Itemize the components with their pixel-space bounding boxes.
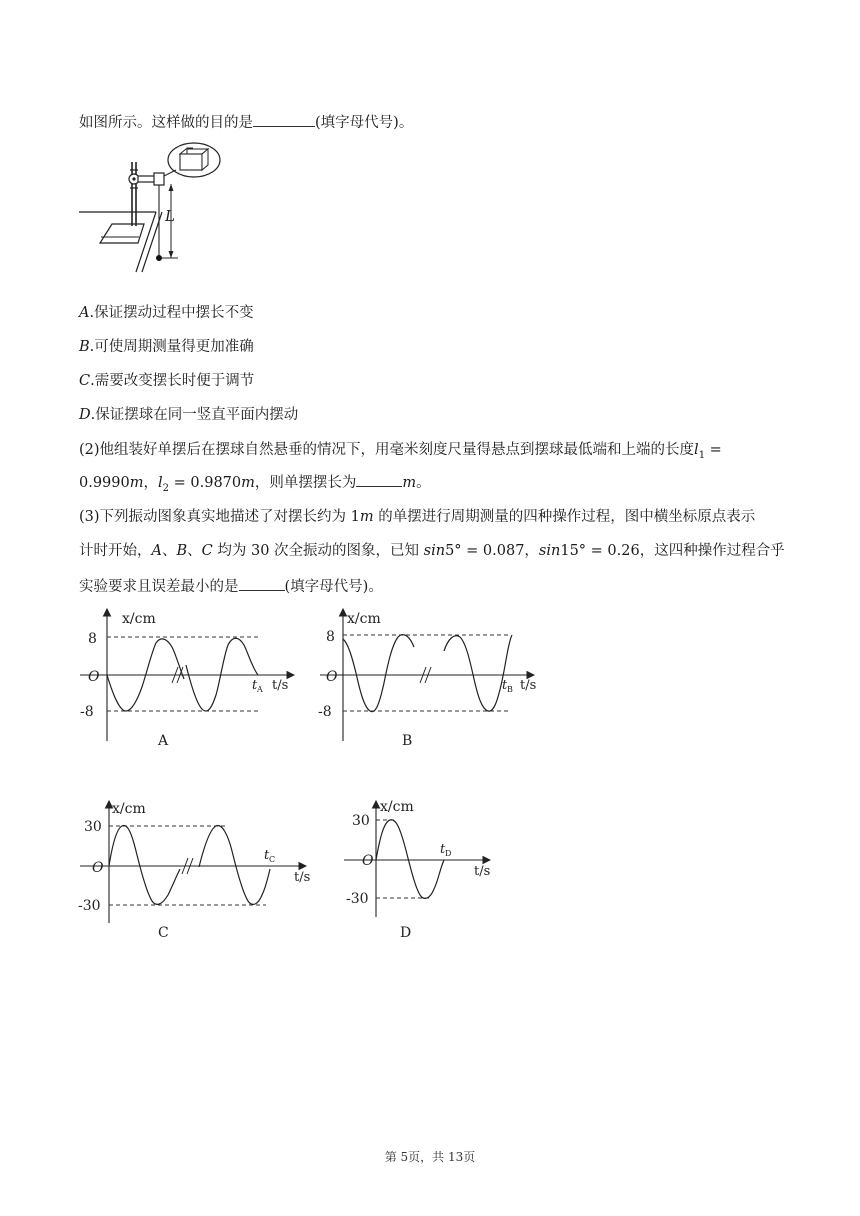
graph-d-ytick-top: 30 bbox=[352, 813, 370, 829]
graph-c-panel-label: C bbox=[158, 925, 169, 941]
graph-b-end-sub: B bbox=[507, 685, 513, 694]
sin5-value: 5° = 0.087， bbox=[445, 543, 539, 559]
graph-c-ylabel: x/cm bbox=[112, 801, 146, 817]
graph-d-ylabel: x/cm bbox=[380, 799, 414, 815]
graph-d-curve bbox=[376, 820, 444, 899]
question-2-line-1 bbox=[79, 440, 722, 466]
graph-b-panel-label: B bbox=[402, 733, 413, 749]
q3-dot-2: 、 bbox=[187, 543, 202, 559]
option-b[interactable] bbox=[79, 337, 254, 357]
unit-m-2: m bbox=[241, 475, 255, 491]
l1-symbol: l bbox=[694, 442, 699, 458]
option-d-text: .保证摆球在同一竖直平面内摆动 bbox=[90, 407, 299, 423]
q2-text-c: 。 bbox=[416, 475, 431, 491]
q1-intro-tail: (填字母代号)。 bbox=[315, 115, 414, 131]
graph-d-end-t: t bbox=[440, 842, 446, 857]
graph-d-xlabel: t/s bbox=[474, 864, 491, 879]
question-1-intro bbox=[79, 112, 413, 133]
q3-letter-c: C bbox=[201, 543, 213, 559]
graph-b-end-t: t bbox=[502, 678, 508, 693]
graph-b bbox=[316, 603, 546, 753]
graph-b-curve-1 bbox=[343, 635, 414, 712]
question-3-line-2 bbox=[79, 541, 785, 561]
option-c[interactable] bbox=[79, 371, 254, 391]
graph-c-ytick-top: 30 bbox=[84, 819, 102, 835]
option-c-letter: C bbox=[79, 373, 91, 389]
graph-a bbox=[76, 603, 306, 753]
graph-b-xlabel: t/s bbox=[520, 678, 537, 693]
option-b-letter: B bbox=[79, 339, 90, 355]
graph-b-origin: O bbox=[326, 669, 338, 685]
graph-c-curve-2 bbox=[199, 826, 270, 905]
sin-1: sin bbox=[423, 543, 446, 559]
l2-subscript: 2 bbox=[162, 482, 170, 494]
graph-c-end-sub: C bbox=[269, 855, 276, 864]
q3-line2-b: 均为 30 次全振动的图象，已知 bbox=[212, 543, 424, 559]
q2-text-b: ，则单摆摆长为 bbox=[254, 475, 357, 491]
graph-c bbox=[76, 795, 316, 945]
q3-line3-a: 实验要求且误差最小的是 bbox=[79, 579, 239, 595]
q3-text-b: 的单摆进行周期测量的四种操作过程，图中横坐标原点表示 bbox=[373, 509, 756, 525]
option-a[interactable] bbox=[79, 303, 254, 323]
answer-blank-1[interactable] bbox=[253, 112, 315, 127]
sin-2: sin bbox=[538, 543, 561, 559]
option-c-text: .需要改变摆长时便于调节 bbox=[90, 373, 255, 389]
graph-a-ylabel: x/cm bbox=[122, 611, 156, 627]
graph-a-end-t: t bbox=[252, 678, 258, 693]
graph-c-origin: O bbox=[92, 860, 104, 876]
option-a-letter: A bbox=[79, 305, 90, 321]
answer-blank-2[interactable] bbox=[356, 472, 402, 487]
l1-subscript: 1 bbox=[698, 449, 706, 461]
pendulum-apparatus-figure bbox=[74, 140, 244, 292]
q3-line3-b: (填字母代号)。 bbox=[284, 579, 383, 595]
graph-c-curve-1 bbox=[109, 826, 180, 905]
q2-eq: = bbox=[705, 442, 722, 458]
graph-d bbox=[340, 795, 510, 945]
graph-a-ytick-bottom: -8 bbox=[80, 704, 94, 720]
l1-value: 0.9990 bbox=[79, 475, 130, 491]
sin15-value: 15° = 0.26，这四种操作过程合乎 bbox=[560, 543, 785, 559]
page-footer: 第 5页，共 13页 bbox=[384, 1150, 476, 1164]
q2-text-a: (2)他组装好单摆后在摆球自然悬垂的情况下，用毫米刻度尺量得悬点到摆球最低端和上端的长度 bbox=[79, 442, 695, 458]
option-a-text: .保证摆动过程中摆长不变 bbox=[89, 305, 254, 321]
question-3-line-1 bbox=[79, 507, 755, 527]
l2-symbol: l bbox=[158, 475, 163, 491]
q3-dot-1: 、 bbox=[161, 543, 177, 559]
graph-b-curve-2 bbox=[444, 635, 512, 711]
graph-a-end-sub: A bbox=[257, 685, 263, 694]
q3-letter-a: A bbox=[151, 543, 162, 559]
graph-a-origin: O bbox=[88, 669, 100, 685]
graph-d-ytick-bottom: -30 bbox=[346, 891, 369, 907]
q3-letter-b: B bbox=[176, 543, 188, 559]
option-d[interactable] bbox=[79, 405, 298, 425]
graph-a-xlabel: t/s bbox=[272, 678, 289, 693]
graph-b-ylabel: x/cm bbox=[347, 611, 381, 627]
graph-c-ytick-bottom: -30 bbox=[78, 898, 101, 914]
graph-a-ytick-top: 8 bbox=[88, 631, 97, 647]
graph-a-panel-label: A bbox=[158, 733, 169, 749]
graph-c-end-t: t bbox=[264, 848, 270, 863]
answer-blank-3[interactable] bbox=[239, 576, 285, 591]
graph-c-xlabel: t/s bbox=[294, 870, 311, 885]
q3-line2-a: 计时开始， bbox=[79, 543, 152, 559]
question-2-line-2 bbox=[79, 472, 431, 499]
option-d-letter: D bbox=[79, 407, 91, 423]
option-b-text: .可使周期测量得更加准确 bbox=[89, 339, 254, 355]
graph-d-panel-label: D bbox=[400, 925, 412, 941]
length-label: L bbox=[165, 207, 175, 225]
q2-sep: ， bbox=[143, 475, 158, 491]
q3-text-a: (3)下列振动图象真实地描述了对摆长约为 1 bbox=[79, 509, 360, 525]
l2-value: = 0.9870 bbox=[169, 475, 242, 491]
unit-m-1: m bbox=[129, 475, 144, 491]
graph-d-origin: O bbox=[362, 853, 374, 869]
graph-b-ytick-bottom: -8 bbox=[318, 704, 332, 720]
graph-d-end-sub: D bbox=[445, 849, 452, 858]
graph-b-ytick-top: 8 bbox=[326, 629, 335, 645]
unit-m-3: m bbox=[402, 475, 417, 491]
q1-intro-text: 如图所示。这样做的目的是 bbox=[79, 115, 253, 131]
question-3-line-3 bbox=[79, 576, 383, 597]
q3-unit-m: m bbox=[359, 509, 374, 525]
